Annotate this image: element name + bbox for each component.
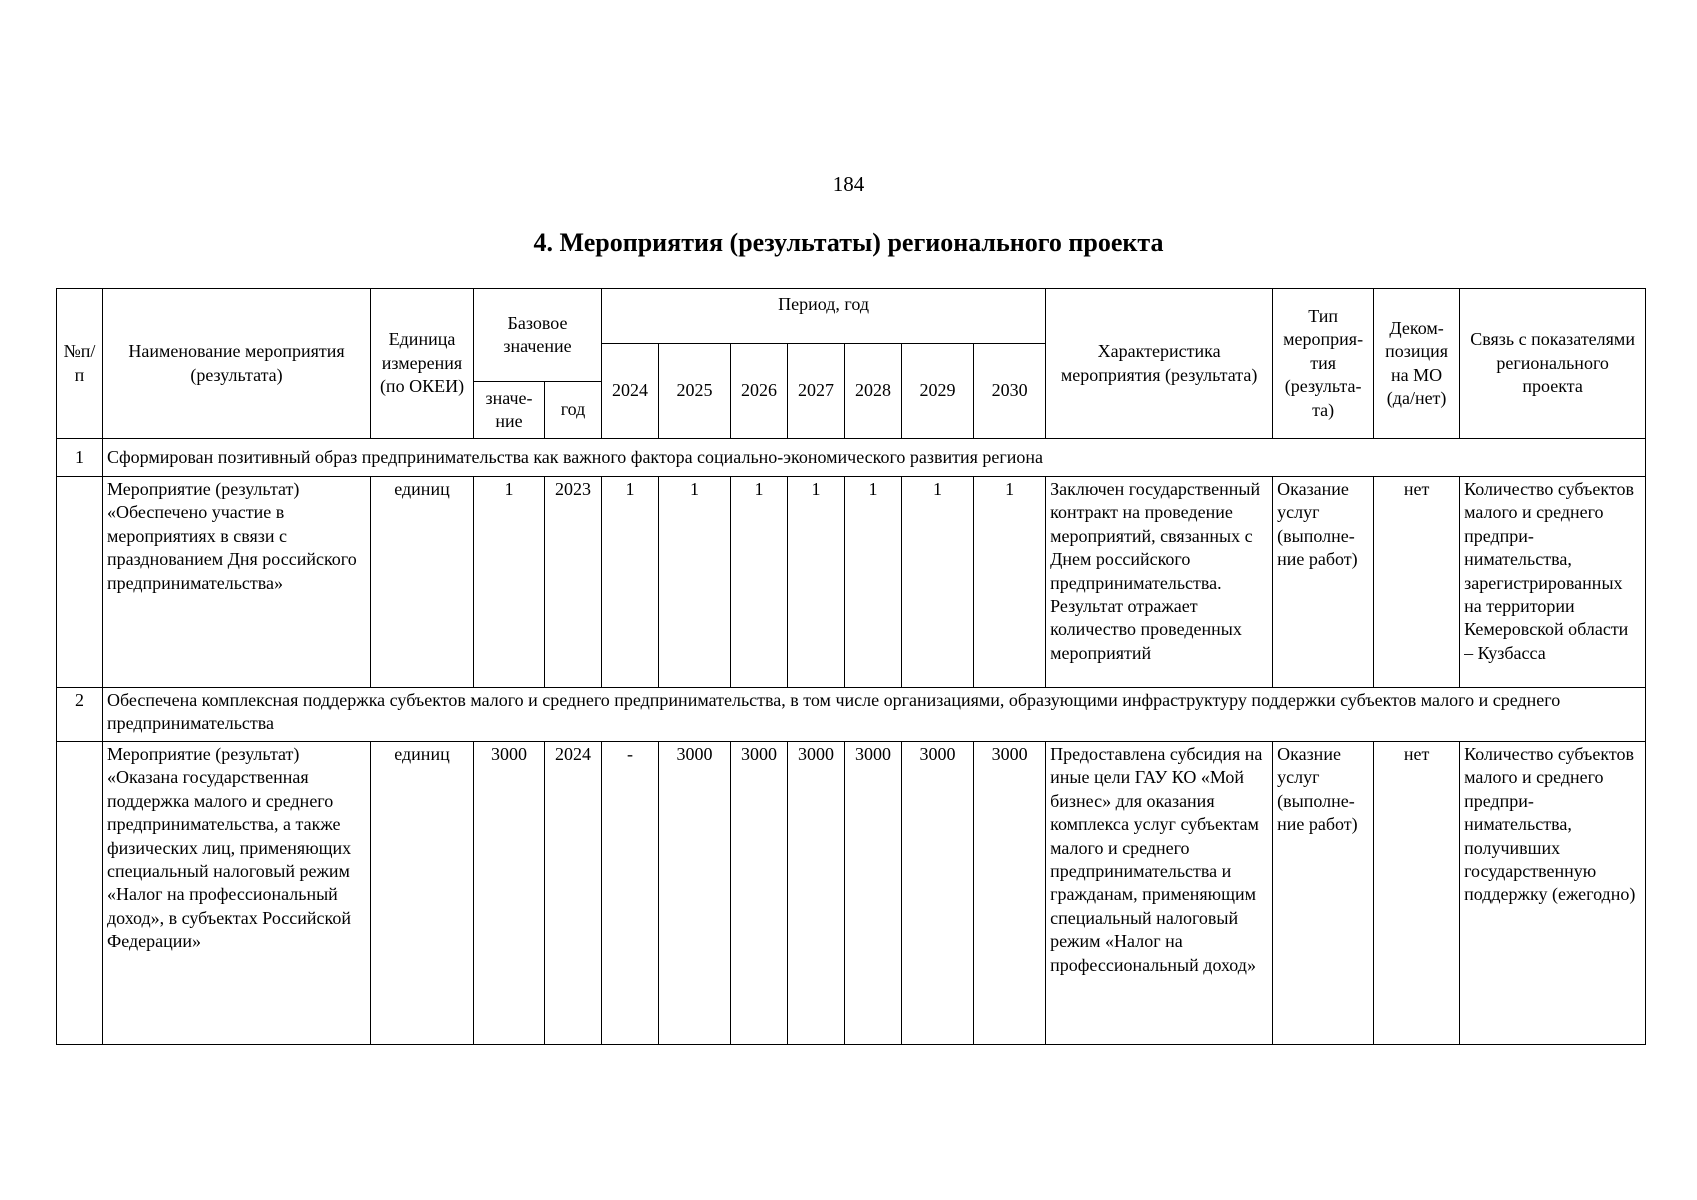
header-type: Тип мероприя-тия (результа-та) bbox=[1273, 289, 1374, 439]
header-year-2028: 2028 bbox=[845, 344, 902, 439]
value-2028: 3000 bbox=[845, 742, 902, 1045]
event-type: Оказние услуг (выполне-ние работ) bbox=[1273, 742, 1374, 1045]
event-decomposition: нет bbox=[1374, 477, 1460, 688]
base-value: 1 bbox=[474, 477, 545, 688]
base-year: 2023 bbox=[545, 477, 602, 688]
event-characteristic: Заключен государственный контракт на проведение мероприятий, связанных с Днем российского предпринимательства. Результат отражает количество проведенных мероприятий bbox=[1046, 477, 1273, 688]
header-decomposition: Деком-позиция на МО (да/нет) bbox=[1374, 289, 1460, 439]
value-2030: 3000 bbox=[974, 742, 1046, 1045]
header-year-2027: 2027 bbox=[788, 344, 845, 439]
value-2024: 1 bbox=[602, 477, 659, 688]
base-year: 2024 bbox=[545, 742, 602, 1045]
header-year-2025: 2025 bbox=[659, 344, 731, 439]
section-title: Сформирован позитивный образ предпринимательства как важного фактора социально-экономического развития региона bbox=[103, 439, 1646, 477]
page-number: 184 bbox=[832, 172, 865, 196]
value-2030: 1 bbox=[974, 477, 1046, 688]
event-decomposition: нет bbox=[1374, 742, 1460, 1045]
event-characteristic: Предоставлена субсидия на иные цели ГАУ КО «Мой бизнес» для оказания комплекса услуг субъектам малого и среднего предпринимательства и гражданам, применяющим специальный налоговый режим «Налог на профессиональный доход» bbox=[1046, 742, 1273, 1045]
event-unit: единиц bbox=[371, 477, 474, 688]
section-title: Обеспечена комплексная поддержка субъектов малого и среднего предпринимательства, в том числе организациями, образующими инфраструктуру поддержки субъектов малого и среднего предпринимательства bbox=[103, 688, 1646, 742]
events-table bbox=[56, 288, 1646, 1045]
header-year-2029: 2029 bbox=[902, 344, 974, 439]
row-num bbox=[57, 742, 103, 1045]
header-characteristic: Характеристика мероприятия (результата) bbox=[1046, 289, 1273, 439]
value-2029: 3000 bbox=[902, 742, 974, 1045]
header-base-year: год bbox=[545, 382, 602, 439]
event-link: Количество субъектов малого и среднего предпри-нимательства, получивших государственную поддержку (ежегодно) bbox=[1460, 742, 1646, 1045]
value-2026: 3000 bbox=[731, 742, 788, 1045]
event-name: Мероприятие (результат) «Оказана государственная поддержка малого и среднего предпринимательства, а также физических лиц, применяющих специальный налоговый режим «Налог на профессиональный доход», в субъектах Российской Федерации» bbox=[103, 742, 371, 1045]
event-name: Мероприятие (результат) «Обеспечено участие в мероприятиях в связи с празднованием Дня российского предпринимательства» bbox=[103, 477, 371, 688]
header-unit: Единица измерения (по ОКЕИ) bbox=[371, 289, 474, 439]
header-name: Наименование мероприятия (результата) bbox=[103, 289, 371, 439]
value-2025: 1 bbox=[659, 477, 731, 688]
header-period: Период, год bbox=[602, 289, 1046, 344]
base-value: 3000 bbox=[474, 742, 545, 1045]
header-base: Базовое значение bbox=[474, 289, 602, 382]
event-link: Количество субъектов малого и среднего предпри-нимательства, зарегистрированных на территории Кемеровской области – Кузбасса bbox=[1460, 477, 1646, 688]
value-2025: 3000 bbox=[659, 742, 731, 1045]
header-num: №п/п bbox=[57, 289, 103, 439]
header-year-2030: 2030 bbox=[974, 344, 1046, 439]
table-row bbox=[57, 742, 1646, 1045]
table-row bbox=[57, 477, 1646, 688]
value-2024: - bbox=[602, 742, 659, 1045]
section-number: 1 bbox=[57, 439, 103, 477]
value-2027: 3000 bbox=[788, 742, 845, 1045]
header-year-2026: 2026 bbox=[731, 344, 788, 439]
page-title: 4. Мероприятия (результаты) регионального проекта bbox=[533, 228, 1164, 257]
value-2027: 1 bbox=[788, 477, 845, 688]
row-num bbox=[57, 477, 103, 688]
event-unit: единиц bbox=[371, 742, 474, 1045]
header-link: Связь с показателями регионального проекта bbox=[1460, 289, 1646, 439]
header-base-value: значе-ние bbox=[474, 382, 545, 439]
value-2026: 1 bbox=[731, 477, 788, 688]
value-2028: 1 bbox=[845, 477, 902, 688]
value-2029: 1 bbox=[902, 477, 974, 688]
event-type: Оказание услуг (выполне-ние работ) bbox=[1273, 477, 1374, 688]
header-year-2024: 2024 bbox=[602, 344, 659, 439]
section-number: 2 bbox=[57, 688, 103, 742]
